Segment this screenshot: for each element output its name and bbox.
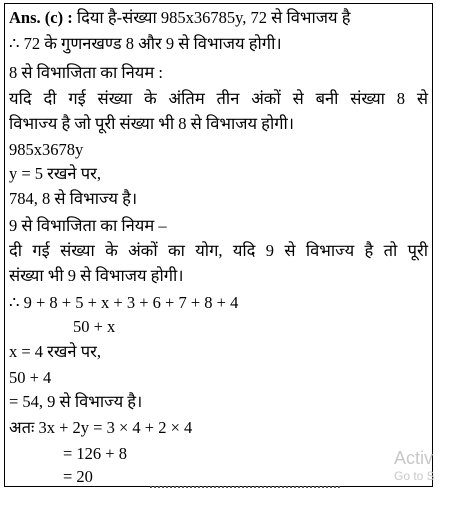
sum-substitution: 50 + 4 [9, 368, 52, 387]
rule-8-text-1: यदि दी गई संख्या के अंतिम तीन अंकों से बनी संख्या 8 से [9, 89, 428, 108]
rule-9-text-1: दी गई संख्या के अंकों का योग, यदि 9 से विभाज्य है तो पूरी [9, 241, 428, 260]
cut-off-text-remnant [150, 486, 340, 492]
watermark-line-1: Activ [394, 448, 434, 468]
calc-result: = 20 [63, 467, 93, 486]
rule-8-text-2: विभाज्य है जो पूरी संख्या भी 8 से विभाजय होगी। [9, 114, 295, 133]
solution-box [4, 3, 433, 487]
watermark-line-2: Go to S [394, 469, 435, 483]
divisible-9-line: = 54, 9 से विभाज्य है। [9, 392, 143, 411]
rule-9-text-2: संख्या भी 9 से विभाजय होगी। [9, 266, 184, 285]
divisible-8-line: 784, 8 से विभाज्य है। [9, 189, 138, 208]
answer-header [9, 6, 428, 30]
x-value-line: x = 4 रखने पर, [9, 342, 101, 361]
factor-line: ∴ 72 के गुणनखण्ड 8 और 9 से विभाजय होगी। [9, 34, 282, 53]
rule-9-heading: 9 से विभाजिता का नियम – [9, 216, 167, 235]
expression-line: अतः 3x + 2y = 3 × 4 + 2 × 4 [9, 418, 193, 437]
answer-label: Ans. (c) : [9, 8, 73, 27]
rule-8-heading: 8 से विभाजिता का नियम : [9, 63, 163, 82]
calc-step-1: = 126 + 8 [63, 444, 127, 463]
digit-sum-line: ∴ 9 + 8 + 5 + x + 3 + 6 + 7 + 8 + 4 [9, 293, 239, 312]
given-number-text: दिया है-संख्या 985x36785y, 72 से विभाजय है [72, 8, 351, 27]
digit-sum-result: 50 + x [73, 317, 116, 336]
activation-watermark [394, 448, 435, 484]
y-value-line: y = 5 रखने पर, [9, 164, 101, 183]
number-line: 985x3678y [9, 140, 84, 159]
